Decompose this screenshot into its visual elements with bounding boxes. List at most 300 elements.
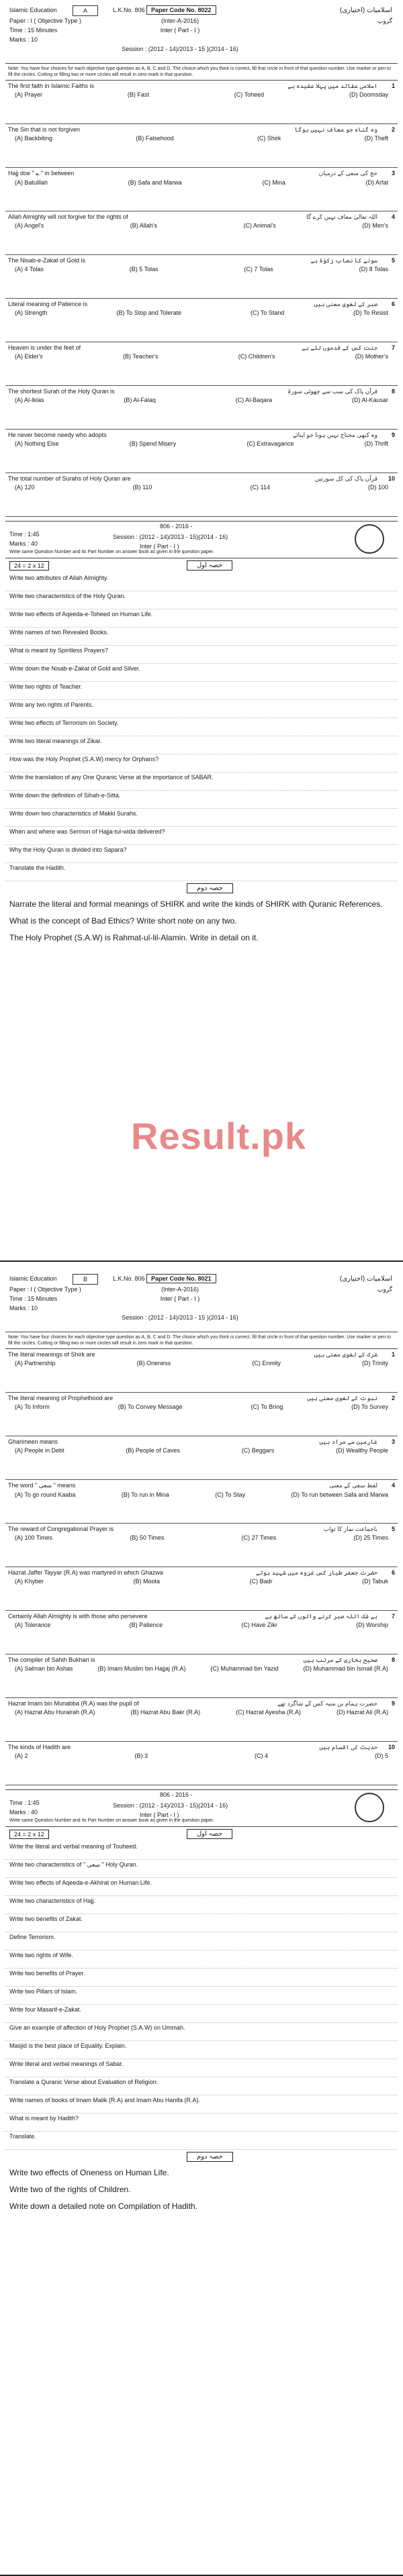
short-question: [5, 791, 398, 809]
mcq-options: [8, 1532, 395, 1541]
mcq-number: 9: [391, 1700, 395, 1707]
long-question: Narrate the literal and formal meanings of SHIRK and write the kinds of SHIRK with Quranic References.: [9, 899, 383, 909]
mcq-options: [8, 438, 395, 447]
mcq-option: (C) Shirk: [257, 135, 281, 142]
mcq-question-urdu: لفظ سعی کے معنی: [329, 1482, 377, 1489]
mcq-option: (D) Theft: [364, 135, 388, 142]
mcq-option: (B) Falsehood: [136, 135, 174, 142]
short-question: [5, 2059, 398, 2077]
mcq-question: The compiler of Sahih Bukhari is: [8, 1656, 95, 1663]
paper-header: [5, 3, 398, 64]
subjective-note: Write same Question Number and its Part Number on answer book as given in the question paper.: [9, 1818, 214, 1823]
mcq-option: (D) 8 Tolas: [359, 266, 388, 273]
mcq-option: (B) Al-Falaq: [124, 397, 156, 403]
short-question-text: Translate.: [9, 2133, 36, 2140]
mcq-number: 7: [391, 344, 395, 351]
watermark: Result.pk: [131, 1115, 307, 1157]
mcq-option: (B) Moota: [133, 1578, 161, 1585]
short-question: [5, 736, 398, 754]
mcq-number: 5: [391, 1526, 395, 1532]
short-question: [5, 609, 398, 628]
mcq-question: The literal meaning of Prophethood are: [8, 1395, 114, 1401]
mcq-item: [5, 299, 398, 342]
subjective-header: [5, 1789, 398, 1827]
mcq-options: [8, 264, 395, 273]
short-question: [5, 2095, 398, 2114]
mcq-option: (B) 110: [132, 484, 152, 491]
mcq-option: (B) To Convey Message: [118, 1403, 183, 1410]
short-question-text: What is meant by Hadith?: [9, 2115, 79, 2122]
short-question-text: How was the Holy Prophet (S.A.W) mercy for Orphans?: [9, 756, 159, 762]
mcq-option: (B) 50 Times: [130, 1534, 165, 1541]
mcq-option: (C) Extravagance: [247, 440, 294, 447]
mcq-question: The shortest Surah of the Holy Quran is: [8, 388, 115, 395]
mcq-question: Hazrat Imam bin Munabba (R.A) was the pupil of: [8, 1700, 139, 1707]
subject-label: Islamic Education: [9, 1275, 57, 1282]
mcq-options: [8, 1489, 395, 1498]
subjective-note: Write same Question Number and its Part Number on answer book as given in the question paper.: [9, 550, 214, 554]
time-label: Time : 15 Minutes: [9, 1295, 58, 1302]
instructions: Note: You have four choices for each objective type question as A, B, C and D. The choice which you think is correct, fill that circle in front of that question number. Use marker or pen to fill the circles. Cutting or filling two or more circles will result in zero mark in that question.: [5, 64, 398, 81]
paper-code: Paper Code No. 8021: [146, 1274, 216, 1283]
mcq-option: (A) Angel's: [15, 222, 44, 229]
short-question-text: Masjid is the best place of Equality. Explain.: [9, 2042, 127, 2049]
mcq-question: The Sin that is not forgiven: [8, 126, 81, 133]
group-box: A: [73, 5, 98, 16]
paper-line: Paper : I ( Objective Type ): [9, 1286, 81, 1293]
mcq-option: (C) Mina: [262, 179, 285, 186]
mcq-option: (D) Muhammad bin Ismail (R.A): [303, 1665, 388, 1672]
mcq-question-urdu: حدیث کی اقسام ہیں: [319, 1744, 377, 1750]
subjective-marks: Marks : 40: [9, 540, 38, 547]
mcq-options: [8, 1620, 395, 1628]
mcq-item: [5, 1742, 398, 1785]
mcq-question-urdu: باجماعت نماز کا ثواب: [323, 1526, 377, 1532]
mcq-option: (D) Tabuk: [362, 1578, 388, 1585]
long-question: What is the concept of Bad Ethics? Write short note on any two.: [9, 916, 237, 926]
mcq-number: 2: [391, 1395, 395, 1401]
mcq-option: (B) Allah's: [130, 222, 157, 229]
short-question-text: Write literal and verbal meanings of Sabar.: [9, 2061, 124, 2067]
long-question: The Holy Prophet (S.A.W) is Rahmat-ul-lil-Alamin. Write in detail on it.: [9, 933, 259, 942]
mcq-options: [8, 482, 395, 491]
subjective-code: 806 - 2016 -: [160, 1791, 193, 1798]
short-question: [5, 700, 398, 718]
mcq-question-urdu: اسلامی عقائد میں پہلا عقیدہ ہے: [287, 83, 377, 89]
section-marks: 24 = 2 x 12: [9, 1830, 49, 1839]
mcq-item: [5, 1393, 398, 1436]
mcq-question-urdu: نبوت کے لغوی معنی ہیں: [307, 1395, 377, 1401]
marks-label: Marks : 10: [9, 36, 38, 43]
mcq-item: [5, 168, 398, 211]
mcq-question-urdu: شرک کے لغوی معنی ہیں: [314, 1351, 377, 1358]
session-label: Session : (2012 - 14)/2013 - 15 )(2014 - 16): [122, 1314, 238, 1321]
mcq-question-urdu: سونے کا نصاب زکوٰۃ ہے: [310, 257, 377, 264]
mcq-item: [5, 1524, 398, 1567]
short-question: [5, 827, 398, 845]
mcq-item: [5, 430, 398, 473]
subjective-marks: Marks : 40: [9, 1809, 38, 1816]
mcq-option: (C) Enmity: [252, 1360, 281, 1367]
short-question: [5, 2132, 398, 2150]
board-seal-icon: [355, 1793, 384, 1822]
long-questions: [5, 2165, 398, 2215]
mcq-question-urdu: بے شک اللہ صبر کرنے والوں کے ساتھ ہے: [265, 1613, 377, 1620]
mcq-option: (A) Tolerance: [15, 1622, 51, 1628]
short-question: [5, 1950, 398, 1969]
short-question-text: Translate the Hadith.: [9, 864, 66, 871]
mcq-option: (A) Al-Iklas: [15, 397, 44, 403]
mcq-option: (B) Hazrat Abu Bakr (R.A): [130, 1709, 201, 1716]
paper-header: [5, 1271, 398, 1332]
short-question: [5, 845, 398, 863]
mcq-number: 10: [388, 1744, 395, 1750]
mcq-option: (A) Batulllah: [15, 179, 48, 186]
short-question: [5, 1896, 398, 1914]
mcq-number: 8: [391, 388, 395, 395]
mcq-question-urdu: حضرت جعفر طیار کس غزوہ میں شہید ہوئے: [256, 1569, 377, 1576]
section-two-title: حصہ دوم: [187, 883, 233, 893]
mcq-option: (C) 27 Times: [241, 1534, 277, 1541]
mcq-question: The literal meanings of Shirk are: [8, 1351, 95, 1358]
mcq-option: (B) Patience: [129, 1622, 163, 1628]
mcq-question: Hazrat Jaffer Tayyar (R.A) was martyred in which Ghazwa: [8, 1569, 163, 1576]
mcq-options: [8, 307, 395, 316]
short-question: [5, 2077, 398, 2095]
short-question-text: Give an example of affection of Holy Prophet (S.A.W) on Ummah.: [9, 2024, 185, 2031]
group-box: B: [73, 1274, 98, 1285]
long-questions: [5, 896, 398, 946]
short-question: [5, 863, 398, 881]
long-question: Write two effects of Oneness on Human Life.: [9, 2168, 169, 2177]
short-question: [5, 1842, 398, 1860]
long-question: Write two of the rights of Children.: [9, 2185, 131, 2194]
mcq-question-urdu: قرآن پاک کی سب سے چھوٹی سورۃ: [287, 388, 377, 395]
short-question-text: Write down the definition of Sihah-e-Sitta.: [9, 792, 121, 799]
short-question-text: Write down two characteristics of Makki Surahs.: [9, 810, 138, 817]
mcq-option: (C) 4: [255, 1752, 268, 1759]
mcq-item: [5, 1698, 398, 1742]
mcq-question-urdu: جنت کس کے قدموں تلے ہے: [302, 344, 377, 351]
mcq-item: [5, 211, 398, 255]
mcq-option: (B) To run in Mina: [121, 1491, 169, 1498]
short-question-text: Write two benefits of Zakat.: [9, 1916, 83, 1922]
paper-line: Paper : I ( Objective Type ): [9, 17, 81, 24]
board-seal-icon: [355, 524, 384, 554]
level-label: Inter ( Part - I ): [160, 1295, 200, 1302]
short-question-text: When and where was Sermon of Hajja-tul-wida delivered?: [9, 828, 165, 835]
mcq-options: [8, 1401, 395, 1410]
paper-group-a: [0, 0, 403, 1262]
lk-number: L.K.No. 806: [113, 1275, 145, 1282]
mcq-option: (D) 100: [367, 484, 388, 491]
mcq-list: [5, 1349, 398, 1785]
short-question: [5, 1969, 398, 1987]
instructions: Note: You have four choices for each objective type question as A, B, C and D. The choice which you think is correct, fill that circle in front of that question number. Use marker or pen to fill the circles. Cutting or filling two or more circles will result in zero mark in that question.: [5, 1332, 398, 1349]
mcq-item: [5, 342, 398, 386]
short-question: [5, 1914, 398, 1932]
mcq-option: (C) 7 Tolas: [244, 266, 273, 273]
short-questions: [5, 1842, 398, 2150]
mcq-options: [8, 1576, 395, 1585]
mcq-question-urdu: صبر کے لغوی معنی ہیں: [314, 301, 377, 307]
mcq-option: (B) Spend Misery: [129, 440, 177, 447]
paper-group-b: [0, 1269, 403, 2576]
mcq-options: [8, 1445, 395, 1454]
mcq-option: (D) 25 Times: [353, 1534, 388, 1541]
mcq-item: [5, 1480, 398, 1524]
mcq-number: 1: [391, 1351, 395, 1358]
short-question-text: Write the translation of any One Quranic Verse at the importance of SABAR.: [9, 774, 214, 781]
subjective-time: Time : 1:45: [9, 531, 40, 538]
subjective-level: Inter ( Part - I ): [140, 1812, 179, 1818]
mcq-options: [8, 1663, 395, 1672]
mcq-option: (B) People of Caves: [126, 1447, 180, 1454]
mcq-item: [5, 255, 398, 299]
mcq-question: Allah Almighty will not forgive for the rights of: [8, 213, 128, 220]
mcq-question: The first faith in Islamic Faiths is: [8, 83, 95, 89]
short-question-text: Translate a Quranic Verse about Evaluation of Religion.: [9, 2079, 159, 2085]
mcq-option: (C) 114: [250, 484, 270, 491]
short-question: [5, 1987, 398, 2005]
mcq-option: (C) Have Zikr: [241, 1622, 277, 1628]
section-two-title: حصہ دوم: [187, 2152, 233, 2162]
subjective-session: Session : (2012 - 14)/2013 - 15)(2014 - 16): [113, 1802, 228, 1809]
mcq-question: The total number of Surahs of Holy Quran are: [8, 475, 131, 482]
short-question: [5, 628, 398, 646]
short-questions: [5, 573, 398, 881]
short-question-text: Write two Pillars of Islam.: [9, 1988, 77, 1995]
urdu-group: گروپ: [377, 1286, 392, 1293]
mcq-option: (D) Men's: [362, 222, 388, 229]
short-question-text: Write two effects of Terrorism on Society.: [9, 720, 119, 726]
short-question-text: Write names of books of Imam Malik (R.A) and Imam Abu Hanifa (R.A).: [9, 2097, 200, 2103]
mcq-option: (C) Hazrat Ayesha (R.A): [236, 1709, 301, 1716]
short-question: [5, 591, 398, 609]
mcq-option: (B) Imam Muslim bin Hajjaj (R.A): [97, 1665, 186, 1672]
mcq-option: (A) 2: [15, 1752, 28, 1759]
mcq-options: [8, 177, 395, 186]
mcq-question-urdu: صحیح بخاری کے مرتب ہیں: [303, 1656, 377, 1663]
mcq-question-urdu: حضرت ہمام بن منبہ کس کے شاگرد تھے: [277, 1700, 377, 1707]
mcq-item: [5, 1654, 398, 1698]
urdu-title: اسلامیات (اختیاری): [339, 1275, 392, 1283]
mcq-option: (B) To Stop and Tolerate: [116, 309, 182, 316]
short-question-text: Write two rights of Teacher.: [9, 683, 83, 690]
mcq-item: [5, 1349, 398, 1393]
mcq-option: (D) Doomsday: [349, 91, 388, 98]
mcq-options: [8, 395, 395, 403]
long-question: Write down a detailed note on Compilation of Hadith.: [9, 2201, 197, 2211]
section-one-title: حصہ اول: [187, 560, 232, 571]
mcq-question: The word " سعی " means: [8, 1482, 76, 1489]
short-question-text: Write two characteristics of " سعی " Holy Quran.: [9, 1861, 138, 1868]
mcq-number: 1: [391, 83, 395, 89]
short-question: [5, 809, 398, 827]
mcq-option: (C) To Stay: [215, 1491, 246, 1498]
mcq-option: (A) To Inform: [15, 1403, 50, 1410]
short-question: [5, 2005, 398, 2023]
mcq-item: [5, 473, 398, 517]
short-question: [5, 2041, 398, 2059]
mcq-option: (A) Nothing Else: [15, 440, 59, 447]
short-question-text: Write two benefits of Prayer.: [9, 1970, 85, 1977]
mcq-option: (A) Prayer: [15, 91, 43, 98]
mcq-option: (A) Hazrat Abu Hurairah (R.A): [15, 1709, 95, 1716]
mcq-option: (D) To run between Safa and Marwa: [291, 1491, 388, 1498]
exam-label: (Inter-A-2016): [161, 17, 199, 24]
mcq-option: (C) Muhammad bin Yazid: [210, 1665, 279, 1672]
mcq-item: [5, 386, 398, 430]
short-question-text: Write two rights of Wife.: [9, 1952, 73, 1959]
mcq-item: [5, 1611, 398, 1654]
short-question: [5, 2114, 398, 2132]
mcq-number: 9: [391, 432, 395, 438]
short-question: [5, 773, 398, 791]
mcq-option: (A) People in Debt: [15, 1447, 64, 1454]
mcq-number: 7: [391, 1613, 395, 1620]
mcq-option: (A) Elder's: [15, 353, 43, 360]
mcq-question: Gharimeen means: [8, 1438, 58, 1445]
mcq-number: 2: [391, 126, 395, 133]
paper-code: Paper Code No. 8022: [146, 5, 216, 15]
urdu-title: اسلامیات (اختیاری): [339, 7, 392, 14]
mcq-option: (A) 100 Times: [15, 1534, 53, 1541]
mcq-number: 4: [391, 1482, 395, 1489]
mcq-option: (D) Al-Kausar: [351, 397, 388, 403]
mcq-option: (C) To Bring: [251, 1403, 283, 1410]
mcq-option: (D) 5: [374, 1752, 388, 1759]
short-question-text: Write two literal meanings of Zikar.: [9, 738, 102, 744]
session-label: Session : (2012 - 14)/2013 - 15 )(2014 - 16): [122, 46, 238, 52]
mcq-option: (A) Khyber: [15, 1578, 44, 1585]
mcq-question: Literal meaning of Patience is: [8, 301, 88, 307]
mcq-option: (B) Teacher's: [122, 353, 159, 360]
mcq-question: Heaven is under the feet of: [8, 344, 81, 351]
mcq-question: The Nisab-e-Zakat of Gold is: [8, 257, 86, 264]
mcq-option: (D) Hazrat Ali (R.A): [336, 1709, 388, 1716]
mcq-number: 5: [391, 257, 395, 264]
short-question-text: Write any two rights of Parents.: [9, 701, 93, 708]
mcq-options: [8, 1707, 395, 1716]
short-question: [5, 754, 398, 773]
short-question: [5, 718, 398, 736]
mcq-option: (D) Mother's: [355, 353, 388, 360]
short-question-text: Write the literal and verbal meaning of Touheed.: [9, 1843, 138, 1850]
lk-number: L.K.No. 806: [113, 7, 145, 13]
short-question: [5, 646, 398, 664]
mcq-option: (C) Badr: [249, 1578, 273, 1585]
mcq-item: [5, 1567, 398, 1611]
mcq-option: (C) Animal's: [243, 222, 276, 229]
short-question-text: Write two attributes of Allah Almighty.: [9, 575, 109, 581]
mcq-option: (D) Arfat: [365, 179, 388, 186]
mcq-number: 3: [391, 170, 395, 177]
section-marks: 24 = 2 x 12: [9, 561, 49, 571]
subjective-level: Inter ( Part - I ): [140, 543, 179, 550]
mcq-question: He never become needy who adopts: [8, 432, 107, 438]
mcq-option: (A) To go round Kaaba: [15, 1491, 76, 1498]
mcq-option: (A) Partnership: [15, 1360, 56, 1367]
mcq-options: [8, 133, 395, 142]
mcq-number: 3: [391, 1438, 395, 1445]
mcq-option: (D) Wealthy People: [336, 1447, 388, 1454]
mcq-options: [8, 351, 395, 360]
exam-label: (Inter-A-2016): [161, 1286, 199, 1293]
subjective-code: 806 - 2016 -: [160, 523, 193, 530]
short-question: [5, 1932, 398, 1950]
mcq-options: [8, 1750, 395, 1759]
mcq-option: (D) Thrift: [364, 440, 388, 447]
time-label: Time : 15 Minutes: [9, 27, 58, 34]
mcq-option: (D) To Survey: [351, 1403, 388, 1410]
mcq-list: [5, 81, 398, 517]
mcq-option: (B) 5 Tolas: [129, 266, 159, 273]
mcq-question: Certainly Allah Almighty is with those who persevere: [8, 1613, 148, 1620]
short-question: [5, 682, 398, 700]
short-question-text: Write names of two Revealed Books.: [9, 629, 109, 636]
short-question-text: Why the Holy Quran is divided into Sapara?: [9, 846, 127, 853]
mcq-number: 4: [391, 213, 395, 220]
mcq-option: (C) To Stand: [250, 309, 285, 316]
short-question: [5, 1860, 398, 1878]
section-one-title: حصہ اول: [187, 1829, 232, 1839]
mcq-question-urdu: اللہ تعالیٰ معاف نہیں کرے گا: [306, 213, 377, 220]
short-question: [5, 664, 398, 682]
mcq-number: 10: [388, 475, 395, 482]
mcq-number: 6: [391, 301, 395, 307]
short-question: [5, 1878, 398, 1896]
mcq-option: (D) To Resist: [353, 309, 388, 316]
mcq-item: [5, 1436, 398, 1480]
mcq-option: (A) Salman bin Ashas: [15, 1665, 73, 1672]
subject-label: Islamic Education: [9, 7, 57, 13]
mcq-options: [8, 89, 395, 98]
marks-label: Marks : 10: [9, 1305, 38, 1311]
short-question-text: Define Terrorism.: [9, 1934, 56, 1940]
mcq-question: The reward of Congregational Prayer is: [8, 1526, 114, 1532]
mcq-options: [8, 220, 395, 229]
short-question-text: Write two effects of Aqeeda-e-Akhirat on Human Life.: [9, 1879, 152, 1886]
short-question: [5, 573, 398, 591]
short-question-text: Write two effects of Aqeeda-e-Toheed on Human Life.: [9, 611, 153, 617]
mcq-option: (B) Fast: [127, 91, 149, 98]
mcq-option: (B) Oneness: [136, 1360, 171, 1367]
mcq-option: (A) Strength: [15, 309, 48, 316]
short-question-text: Write two characteristics of the Holy Quran.: [9, 593, 126, 599]
short-question-text: What is meant by Spiritless Prayers?: [9, 647, 109, 654]
mcq-question-urdu: حج کی سعی کے درمیان: [318, 170, 377, 177]
mcq-question: The kinds of Hadith are: [8, 1744, 71, 1750]
mcq-option: (C) Beggars: [241, 1447, 275, 1454]
subjective-session: Session : (2012 - 14)/2013 - 15)(2014 - 16): [113, 534, 228, 540]
subjective-header: [5, 521, 398, 558]
mcq-question-urdu: غارمین سے مراد ہیں: [319, 1438, 377, 1445]
mcq-item: [5, 81, 398, 124]
mcq-option: (A) Backbiting: [15, 135, 53, 142]
mcq-option: (C) Toheed: [234, 91, 265, 98]
mcq-item: [5, 124, 398, 168]
mcq-option: (D) Trinity: [361, 1360, 388, 1367]
short-question-text: Write four Masarif-e-Zakat.: [9, 2006, 81, 2013]
mcq-option: (C) Children's: [238, 353, 275, 360]
subjective-time: Time : 1:45: [9, 1799, 40, 1806]
mcq-option: (C) Al-Baqara: [235, 397, 273, 403]
urdu-group: گروپ: [377, 17, 392, 24]
mcq-option: (A) 4 Tolas: [15, 266, 44, 273]
mcq-option: (B) Safa and Marwa: [128, 179, 182, 186]
mcq-question: Hajj doe " ے " in between: [8, 170, 75, 177]
